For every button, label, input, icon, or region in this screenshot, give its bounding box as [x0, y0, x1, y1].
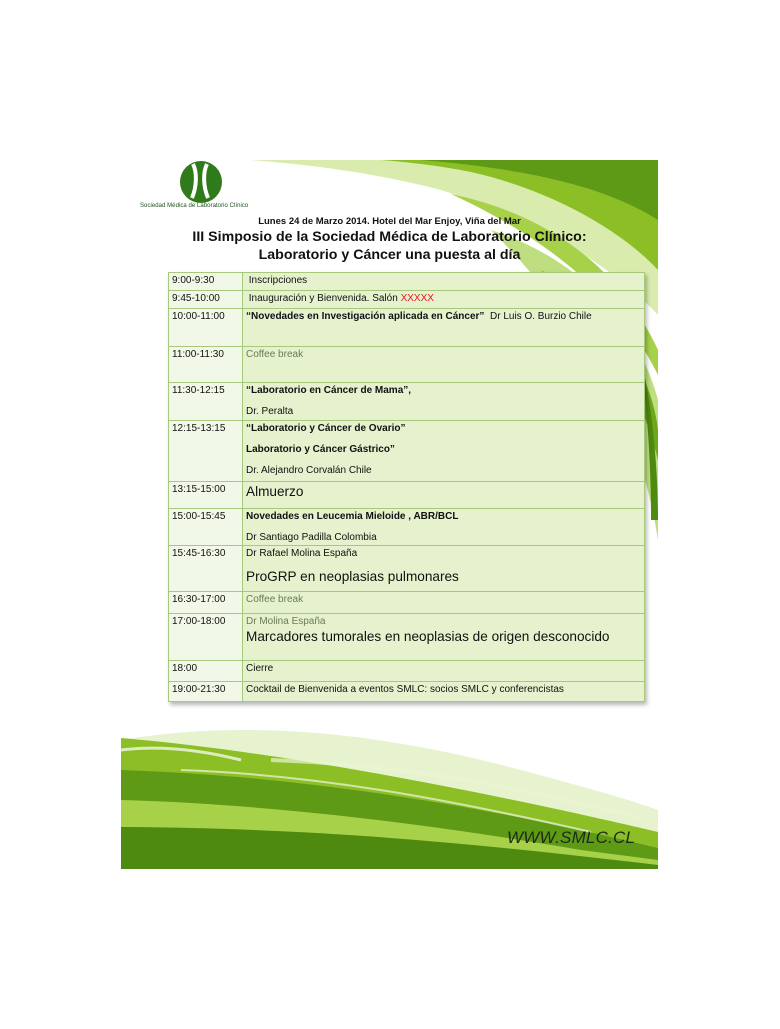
- time-cell: 11:00-11:30: [169, 347, 243, 383]
- activity-cell: [243, 309, 645, 347]
- table-row: [169, 682, 645, 702]
- activity-cell: [243, 482, 645, 509]
- time-cell: 17:00-18:00: [169, 614, 243, 661]
- activity-cell: [243, 614, 645, 661]
- activity-cell: [243, 546, 645, 592]
- activity-text: Coffee break: [246, 594, 304, 605]
- speaker-name: Dr Rafael Molina España: [246, 548, 358, 559]
- speaker-name: Dr. Alejandro Corvalán Chile: [246, 465, 372, 476]
- speaker-name: Dr Luis O. Burzio Chile: [489, 311, 592, 322]
- time-cell: 15:00-15:45: [169, 509, 243, 546]
- table-row: [169, 347, 645, 383]
- time-cell: 18:00: [169, 661, 243, 682]
- activity-text: Inauguración y Bienvenida. Salón: [248, 293, 401, 304]
- table-row: [169, 421, 645, 482]
- event-date-location: Lunes 24 de Marzo 2014. Hotel del Mar Enjoy, Viña del Mar: [258, 216, 521, 227]
- website-url: WWW.SMLC.CL: [507, 828, 636, 847]
- table-row: [169, 383, 645, 421]
- table-row: [169, 509, 645, 546]
- activity-cell: [243, 383, 645, 421]
- activity-text: Cierre: [246, 663, 274, 674]
- room-placeholder: XXXXX: [400, 293, 434, 304]
- talk-topic: ProGRP en neoplasias pulmonares: [246, 569, 459, 584]
- table-row: [169, 546, 645, 592]
- talk-title: “Laboratorio y Cáncer de Ovario”: [246, 423, 406, 434]
- table-row: [169, 592, 645, 614]
- activity-cell: [243, 682, 645, 702]
- activity-cell: [243, 291, 645, 309]
- table-row: [169, 482, 645, 509]
- time-cell: 16:30-17:00: [169, 592, 243, 614]
- table-row: [169, 273, 645, 291]
- time-cell: 10:00-11:00: [169, 309, 243, 347]
- talk-topic: Marcadores tumorales en neoplasias de origen desconocido: [246, 629, 610, 644]
- time-cell: 15:45-16:30: [169, 546, 243, 592]
- event-flyer: [121, 160, 658, 869]
- time-cell: 11:30-12:15: [169, 383, 243, 421]
- schedule-table: [168, 272, 645, 702]
- event-title-line-2: Laboratorio y Cáncer una puesta al día: [258, 247, 521, 263]
- activity-cell: [243, 509, 645, 546]
- activity-cell: [243, 273, 645, 291]
- time-cell: 9:45-10:00: [169, 291, 243, 309]
- talk-title: “Novedades en Investigación aplicada en Cáncer”: [246, 311, 485, 322]
- talk-title: Laboratorio y Cáncer Gástrico”: [246, 444, 395, 455]
- activity-cell: [243, 421, 645, 482]
- speaker-name: Dr Santiago Padilla Colombia: [246, 532, 377, 543]
- table-row: [169, 291, 645, 309]
- time-cell: 9:00-9:30: [169, 273, 243, 291]
- activity-text: Cocktail de Bienvenida a eventos SMLC: socios SMLC y conferencistas: [246, 684, 564, 695]
- speaker-name: Dr Molina España: [246, 616, 326, 627]
- table-row: [169, 661, 645, 682]
- activity-text: Coffee break: [246, 349, 304, 360]
- activity-cell: [243, 347, 645, 383]
- event-title-line-1: III Simposio de la Sociedad Médica de Laboratorio Clínico:: [192, 229, 587, 245]
- talk-title: “Laboratorio en Cáncer de Mama”,: [246, 385, 412, 396]
- time-cell: 19:00-21:30: [169, 682, 243, 702]
- time-cell: 13:15-15:00: [169, 482, 243, 509]
- activity-cell: [243, 592, 645, 614]
- activity-cell: [243, 661, 645, 682]
- time-cell: 12:15-13:15: [169, 421, 243, 482]
- activity-text: Almuerzo: [246, 484, 304, 499]
- activity-text: Inscripciones: [248, 275, 308, 286]
- speaker-name: Dr. Peralta: [246, 406, 294, 417]
- table-row: [169, 614, 645, 661]
- talk-title: Novedades en Leucemia Mieloide , ABR/BCL: [246, 511, 459, 522]
- organization-name: Sociedad Médica de Laboratorio Clínico: [140, 203, 249, 209]
- table-row: [169, 309, 645, 347]
